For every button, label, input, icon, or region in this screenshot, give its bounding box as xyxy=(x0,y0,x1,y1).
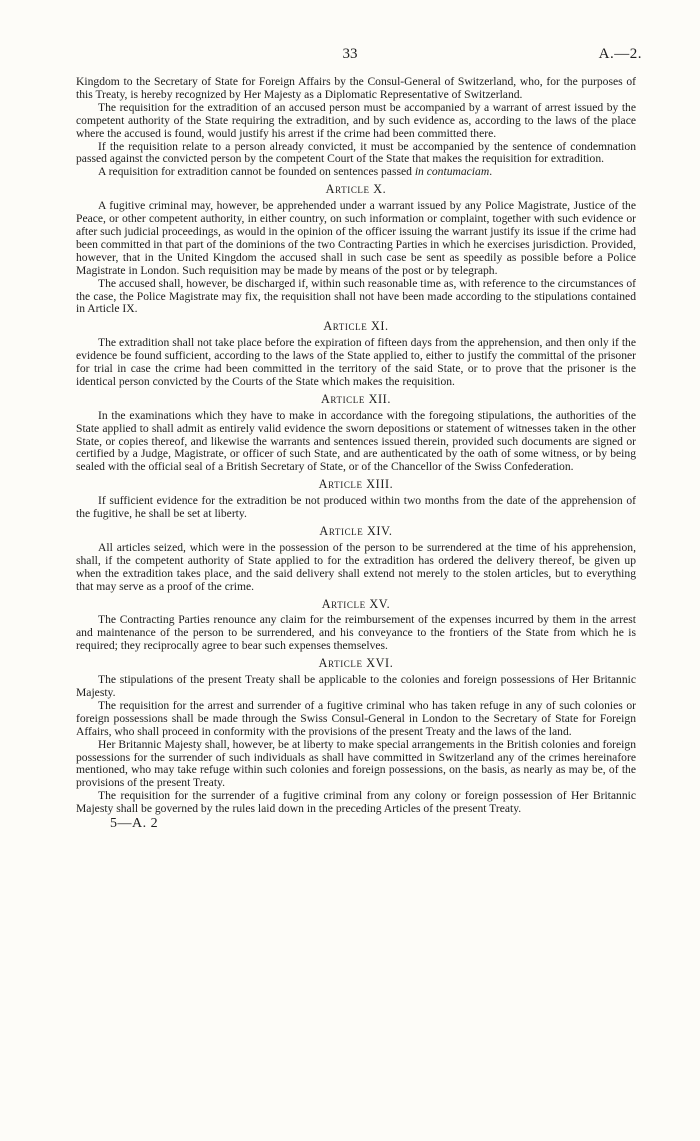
italic-term: in contumaciam xyxy=(414,165,490,179)
text-segment: . xyxy=(489,165,493,179)
page-number: 33 xyxy=(342,46,358,62)
paragraph: All articles seized, which were in the possession of the person to be surrendered at the time of his apprehension, shall, if the competent authority of State applied to for the extradition has ordered the delivery thereof, be given up when the extradition takes place, and the said delivery shall extend not merely to the stolen articles, but to everything that may serve as a proof of the crime. xyxy=(76,540,636,593)
paragraph: If sufficient evidence for the extradition be not produced within two months from the date of the apprehension of the fugitive, he shall be set at liberty. xyxy=(76,494,636,521)
paragraph: The accused shall, however, be discharged if, within such reasonable time as, with reference to the circumstances of the case, the Police Magistrate may fix, the requisition shall not have been made according to the stipulations contained in Article IX. xyxy=(76,276,636,316)
text-segment: A requisition for extradition cannot be founded on sentences passed xyxy=(98,165,415,179)
paragraph: The requisition for the surrender of a fugitive criminal from any colony or foreign possession of Her Britannic Majesty shall be governed by the rules laid down in the preceding Articles of the present Treaty. xyxy=(76,789,636,816)
paragraph: The requisition for the arrest and surrender of a fugitive criminal who has taken refuge in any of such colonies or foreign possessions shall be made through the Swiss Consul-General in London to the Secretary of State for Foreign Affairs, who shall proceed in conformity with the provisions of the present Treaty and the laws of the land. xyxy=(76,698,636,738)
article-heading: Article XII. xyxy=(321,391,391,406)
paragraph: A fugitive criminal may, however, be apprehended under a warrant issued by any Police Magistrate, Justice of the Peace, or other competent authority, in either country, on such information or complaint, together with such evidence or after such judicial proceedings, as would in the opinion of the officer issuing the warrant justify its issue if the crime had been committed in that part of the dominions of the two Contracting Parties in which he exercises jurisdiction. Provided, however, that in the United Kingdom the accused shall in such case be sent as speedily as possible before a Police Magistrate in London. Such requisition may be made by means of the post or by telegraph. xyxy=(76,199,636,277)
paragraph: Her Britannic Majesty shall, however, be at liberty to make special arrangements in the British colonies and foreign possessions for the surrender of such individuals as shall have committed in Switzerland any of the crimes hereinafore mentioned, who may take refuge within such colonies and foreign possessions, on the basis, as nearly as may be, of the provisions of the present Treaty. xyxy=(76,737,636,790)
document-body xyxy=(76,76,636,831)
article-heading: Article XV. xyxy=(321,596,391,611)
signature-mark: 5—A. 2 xyxy=(110,816,159,832)
page-header xyxy=(0,46,700,66)
article-heading: Article XVI. xyxy=(318,656,394,671)
paragraph: The requisition for the extradition of an accused person must be accompanied by a warrant of arrest issued by the competent authority of the State requiring the extradition, and by such evidence as, according to the laws of the place where the accused is found, would justify his arrest if the crime had been committed there. xyxy=(76,100,636,140)
article-heading: Article XIV. xyxy=(319,524,393,538)
paragraph-contumaciam xyxy=(76,166,636,179)
article-heading: Article XIII. xyxy=(318,477,394,492)
paragraph: In the examinations which they have to make in accordance with the foregoing stipulations, the authorities of the State applied to shall admit as entirely valid evidence the sworn depositions or statement of witnesses taken in the other State, or copies thereof, and likewise the warrants and sentences issued therein, provided such documents are signed or certified by a Judge, Magistrate, or officer of such State, and are authenticated by the oath of some witness, or by being sealed with the official seal of a British Secretary of State, or of the Chancellor of the Swiss Confederation. xyxy=(76,408,636,474)
paragraph: Kingdom to the Secretary of State for Foreign Affairs by the Consul-General of Switzerland, who, for the purposes of this Treaty, is hereby recognized by Her Majesty as a Diplomatic Representative of Switzerland. xyxy=(76,75,636,101)
document-reference: A.—2. xyxy=(598,46,642,62)
article-heading: Article XI. xyxy=(323,319,389,334)
paragraph: The stipulations of the present Treaty shall be applicable to the colonies and foreign possessions of Her Britannic Majesty. xyxy=(76,673,636,699)
paragraph: The extradition shall not take place before the expiration of fifteen days from the apprehension, and then only if the evidence be found sufficient, according to the laws of the State applied to, either to justify the committal of the prisoner for trial in case the crime had been committed in the territory of the said State, or to prove that the prisoner is the identical person convicted by the Courts of the State which makes the requisition. xyxy=(76,336,636,388)
paragraph: The Contracting Parties renounce any claim for the reimbursement of the expenses incurred by them in the arrest and maintenance of the person to be surrendered, and his conveyance to the frontiers of the State from which he is required; they reciprocally agree to bear such expenses themselves. xyxy=(76,613,636,653)
article-heading: Article X. xyxy=(325,182,387,197)
paragraph: If the requisition relate to a person already convicted, it must be accompanied by the sentence of condemnation passed against the convicted person by the competent Court of the State that makes the requisition for extradition. xyxy=(76,139,636,166)
